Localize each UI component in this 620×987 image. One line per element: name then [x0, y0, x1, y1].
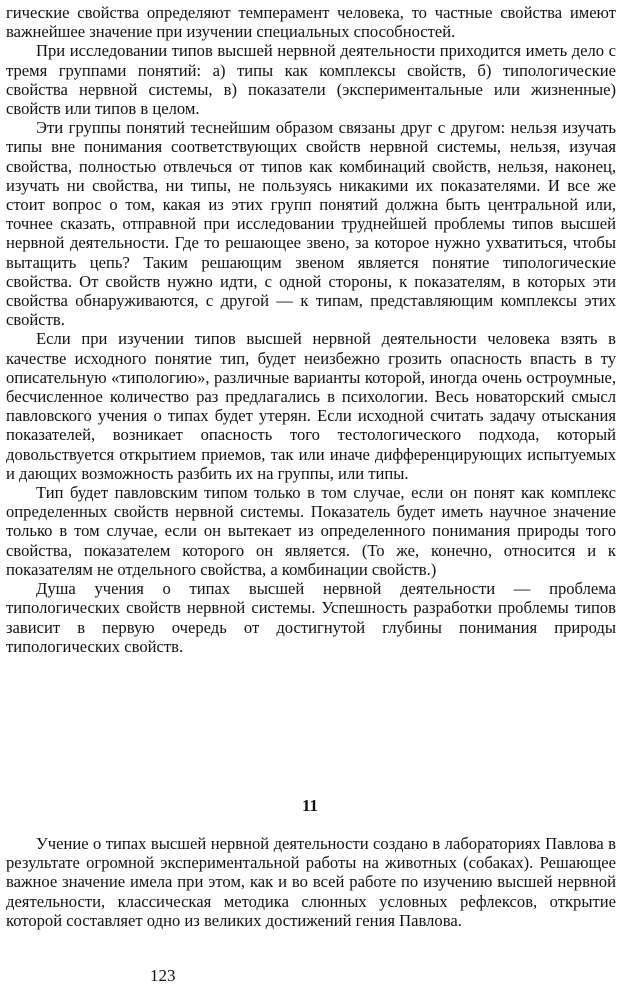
paragraph-continuation: гические свойства определяют темперамент человека, то частные свойства имеют важнейшее значение при изучении специальных способностей. — [6, 3, 616, 42]
paragraph-concept-relations: Эти группы понятий теснейшим образом связаны друг с другом: нельзя изучать типы вне понимания соответствующих свойств нервной системы, нельзя, изучая свойства, полностью отвлечься от типов как комбинаций свойств, нельзя, наконец, изучать ни свойства, ни типы, не пользуясь никакими их показателями. И все же стоит вопрос о том, какая из этих групп понятий должна быть центральной или, точнее сказать, отправной при исследовании труднейшей проблемы типов высшей нервной деятельности. Где то решающее звено, за которое нужно ухватиться, чтобы вытащить цепь? Таким решающим звеном является понятие типологические свойства. От свойств нужно идти, с одной стороны, к показателям, в которых эти свойства обнаруживаются, с другой — к типам, представляющим комплексы этих свойств. — [6, 118, 616, 330]
paragraph-pavlov-type: Тип будет павловским типом только в том случае, если он понят как комплекс определенных свойств нервной системы. Показатель будет иметь научное значение только в том случае, если он вытекает из определенного понимания природы того свойства, показателем которого он является. (То же, конечно, относится и к показателям не отдельного свойства, а комбинации свойств.) — [6, 483, 616, 579]
paragraph-concept-groups: При исследовании типов высшей нервной деятельности приходится иметь дело с тремя группами понятий: а) типы как комплексы свойств, б) типологические свойства нервной системы, в) показатели (экспериментальные или жизненные) свойств или типов в целом. — [6, 41, 616, 119]
main-text — [6, 3, 616, 656]
paragraph-type-as-initial: Если при изучении типов высшей нервной деятельности человека взять в качестве исходного понятие тип, будет неизбежно грозить опасность впасть в ту описательную «типологию», различные варианты которой, иногда очень остроумные, бесчисленное количество раз предлагались в психологии. Весь новаторский смысл павловского учения о типах будет утерян. Если исходной считать задачу отыскания показателей, возникает опасность того тестологического подхода, который довольствуется открытием приемов, так или иначе дифференцирующих испытуемых и дающих возможность разбить их на группы, или типы. — [6, 329, 616, 483]
paragraph-section-intro: Учение о типах высшей нервной деятельности создано в лабораториях Павлова в результате огромной экспериментальной работы на животных (собаках). Решающее важное значение имела при этом, как и во всей работе по изучению высшей нервной деятельности, классическая методика слюнных условных рефлексов, открытие которой составляет одно из великих достижений гения Павлова. — [6, 834, 616, 930]
section-number: 11 — [301, 796, 319, 815]
section-text — [6, 834, 616, 930]
page-number: 123 — [150, 966, 176, 985]
paragraph-soul-of-doctrine: Душа учения о типах высшей нервной деятельности — проблема типологических свойств нервной системы. Успешность разработки проблемы типов зависит в первую очередь от достигнутой глубины понимания природы типологических свойств. — [6, 579, 616, 656]
